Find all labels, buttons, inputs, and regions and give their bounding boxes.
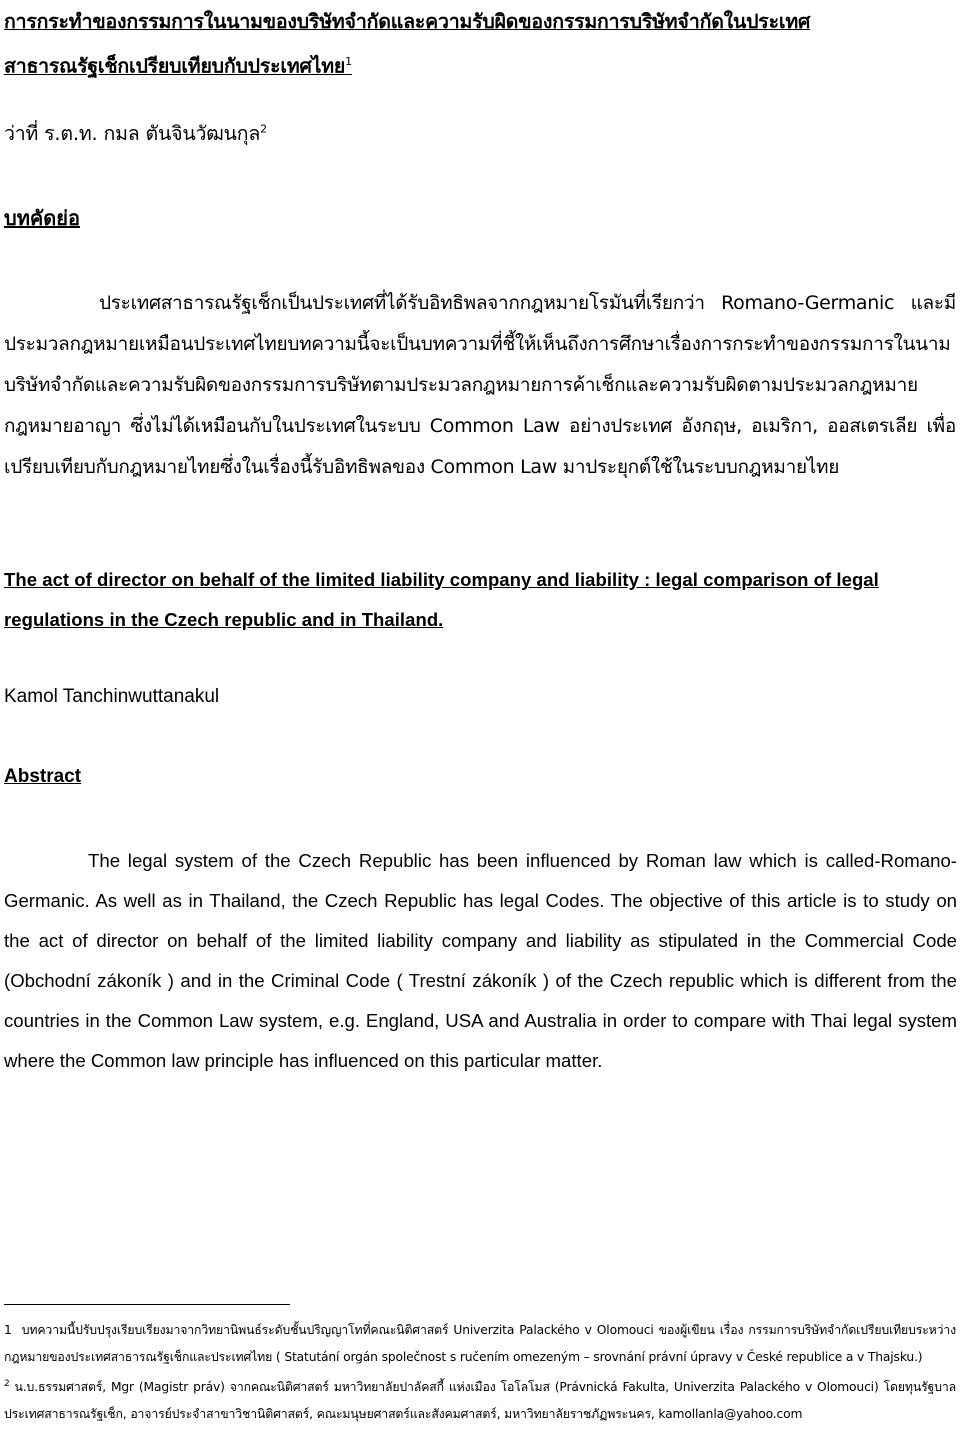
abstract-en-text: The legal system of the Czech Republic has been influenced by Roman law which is called-Romano- Germanic. As well as in Thailand, the Czech Republic has legal Codes. The objective of this article is to study on the act of director on behalf of the limited liability company and liability as stipulated in the Commercial Code (Obchodní zákoník ) and in the Criminal Code ( Trestní zákoník ) of the Czech republic which is different from the countries in the Common Law system, e.g. England, USA and Australia in order to compare with Thai legal system where the Common law principle has influenced on this particular matter. xyxy=(4,850,957,1071)
footnote-1-number: 1 xyxy=(4,1323,12,1337)
abstract-th-text: ประเทศสาธารณรัฐเช็กเป็นประเทศที่ได้รับอิทธิพลจากกฎหมายโรมันที่เรียกว่า Romano-Germanic และมีประมวลกฎหมายเหมือนประเทศไทยบทความนี้จะเป็นบทความที่ชี้ให้เห็นถึงการศึกษาเรื่องการกระทำของกรรมการในนามบริษัทจำกัดและความรับผิดของกรรมการบริษัทตามประมวลกฎหมายการค้าเช็กและความรับผิดตามประมวลกฎหมายกฎหมายอาญา ซึ่งไม่ได้เหมือนกับในประเทศในระบบ Common Law อย่างประเทศ อังกฤษ, อเมริกา, ออสเตรเลีย เพื่อเปรียบเทียบกับกฎหมายไทยซึ่งในเรื่องนี้รับอิทธิพลของ Common Law มาประยุกต์ใช้ในระบบกฎหมายไทย xyxy=(4,292,956,478)
document-title-en: The act of director on behalf of the limited liability company and liability : legal comparison of legal regulations in the Czech republic and in Thailand. xyxy=(4,569,879,630)
footnote-2-number: 2 xyxy=(4,1379,10,1389)
author-en: Kamol Tanchinwuttanakul xyxy=(4,686,220,707)
author-th-name: ว่าที่ ร.ต.ท. กมล ตันจินวัฒนกุล xyxy=(4,122,261,145)
abstract-heading-th: บทคัดย่อ xyxy=(4,206,80,230)
author-th xyxy=(4,118,267,149)
footnote-2 xyxy=(4,1371,956,1428)
author-footnote-ref: 2 xyxy=(260,122,267,136)
title-footnote-ref: 1 xyxy=(345,55,352,68)
document-title-th xyxy=(4,2,956,87)
abstract-th xyxy=(4,283,956,488)
footnote-divider xyxy=(4,1304,290,1305)
abstract-en xyxy=(4,841,957,1081)
title-th-line-1: การกระทำของกรรมการในนามของบริษัทจำกัดและความรับผิดของกรรมการบริษัทจำกัดในประเทศ xyxy=(4,10,811,33)
footnote-1-text: บทความนี้ปรับปรุงเรียบเรียงมาจากวิทยานิพนธ์ระดับชั้นปริญญาโทที่คณะนิติศาสตร์ Univerzita Palackého v Olomouci ของผู้เขียน เรื่อง กรรมการบริษัทจำกัดเปรียบเทียบระหว่างกฎหมายของประเทศสาธารณรัฐเช็กและประเทศไทย ( Statutání orgán společnost s ručením omezeným – srovnání právní úpravy v České republice a v Thajsku.) xyxy=(4,1323,956,1364)
title-th-line-2: สาธารณรัฐเช็กเปรียบเทียบกับประเทศไทย xyxy=(4,54,346,78)
footnote-2-text: น.บ.ธรรมศาสตร์, Mgr (Magistr práv) จากคณะนิติศาสตร์ มหาวิทยาลัยปาลัคสกี้ แห่งเมือง โอโลโมส (Právnická Fakulta, Univerzita Palackého v Olomouci) โดยทุนรัฐบาลประเทศสาธารณรัฐเช็ก, อาจารย์ประจำสาขาวิชานิติศาสตร์, คณะมนุษยศาสตร์และสังคมศาสตร์, มหาวิทยาลัยราชภัฏพระนคร, kamollanla@yahoo.com xyxy=(4,1380,956,1422)
footnotes xyxy=(4,1317,956,1428)
footnote-1 xyxy=(4,1317,956,1371)
abstract-heading-en: Abstract xyxy=(4,766,82,787)
